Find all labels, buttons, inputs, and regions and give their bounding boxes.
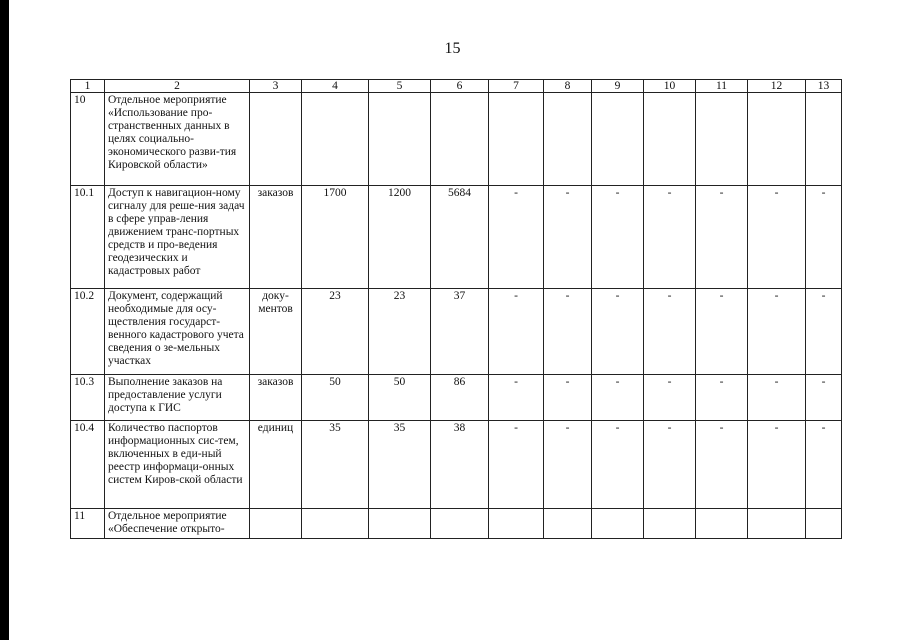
value-cell	[369, 93, 431, 186]
empty-value-cell: -	[696, 375, 748, 421]
value-cell: 35	[369, 421, 431, 509]
empty-value-cell: -	[696, 186, 748, 289]
value-cell	[431, 93, 489, 186]
column-header-13: 13	[806, 80, 842, 93]
empty-value-cell: -	[489, 186, 544, 289]
empty-value-cell: -	[489, 421, 544, 509]
unit-of-measure: заказов	[250, 375, 302, 421]
empty-value-cell	[748, 93, 806, 186]
row-number: 10.2	[71, 289, 105, 375]
empty-value-cell: -	[592, 186, 644, 289]
value-cell: 50	[302, 375, 369, 421]
indicator-name: Документ, содержащий необходимые для осу-ществления государст-венного кадастрового учета сведения о зе-мельных участках	[105, 289, 250, 375]
column-header-9: 9	[592, 80, 644, 93]
value-cell	[302, 93, 369, 186]
row-number: 10.4	[71, 421, 105, 509]
table-row	[71, 375, 842, 421]
unit-of-measure	[250, 509, 302, 539]
empty-value-cell: -	[748, 375, 806, 421]
empty-value-cell	[806, 509, 842, 539]
empty-value-cell	[489, 93, 544, 186]
value-cell	[369, 509, 431, 539]
value-cell: 86	[431, 375, 489, 421]
unit-of-measure	[250, 93, 302, 186]
empty-value-cell: -	[806, 186, 842, 289]
empty-value-cell: -	[489, 289, 544, 375]
empty-value-cell: -	[592, 421, 644, 509]
row-number: 11	[71, 509, 105, 539]
column-header-1: 1	[71, 80, 105, 93]
empty-value-cell: -	[696, 289, 748, 375]
empty-value-cell	[806, 93, 842, 186]
table-row	[71, 93, 842, 186]
scan-edge-bar	[0, 0, 9, 640]
empty-value-cell	[644, 93, 696, 186]
value-cell: 1200	[369, 186, 431, 289]
header-row	[71, 80, 842, 93]
empty-value-cell: -	[644, 186, 696, 289]
value-cell: 38	[431, 421, 489, 509]
empty-value-cell: -	[592, 375, 644, 421]
empty-value-cell	[489, 509, 544, 539]
indicators-table	[70, 79, 842, 539]
table-row	[71, 509, 842, 539]
empty-value-cell	[748, 509, 806, 539]
unit-of-measure: доку-ментов	[250, 289, 302, 375]
value-cell: 5684	[431, 186, 489, 289]
empty-value-cell: -	[644, 421, 696, 509]
empty-value-cell: -	[806, 289, 842, 375]
row-number: 10.1	[71, 186, 105, 289]
empty-value-cell	[696, 509, 748, 539]
column-header-12: 12	[748, 80, 806, 93]
indicator-name: Выполнение заказов на предоставление услуги доступа к ГИС	[105, 375, 250, 421]
empty-value-cell: -	[696, 421, 748, 509]
value-cell: 37	[431, 289, 489, 375]
empty-value-cell: -	[748, 289, 806, 375]
indicator-name: Отдельное мероприятие «Использование про-странственных данных в целях социально-экономического разви-тия Кировской области»	[105, 93, 250, 186]
table-row	[71, 186, 842, 289]
unit-of-measure: единиц	[250, 421, 302, 509]
empty-value-cell: -	[544, 186, 592, 289]
empty-value-cell	[644, 509, 696, 539]
empty-value-cell	[592, 509, 644, 539]
indicator-name: Отдельное мероприятие «Обеспечение открыто-	[105, 509, 250, 539]
column-header-11: 11	[696, 80, 748, 93]
indicator-name: Количество паспортов информационных сис-тем, включенных в еди-ный реестр информаци-онных систем Киров-ской области	[105, 421, 250, 509]
empty-value-cell: -	[644, 375, 696, 421]
value-cell: 23	[369, 289, 431, 375]
value-cell: 1700	[302, 186, 369, 289]
column-header-2: 2	[105, 80, 250, 93]
column-header-10: 10	[644, 80, 696, 93]
empty-value-cell: -	[544, 375, 592, 421]
column-header-8: 8	[544, 80, 592, 93]
empty-value-cell: -	[489, 375, 544, 421]
empty-value-cell: -	[806, 421, 842, 509]
value-cell: 50	[369, 375, 431, 421]
empty-value-cell: -	[544, 289, 592, 375]
empty-value-cell: -	[544, 421, 592, 509]
empty-value-cell: -	[806, 375, 842, 421]
value-cell	[302, 509, 369, 539]
row-number: 10	[71, 93, 105, 186]
column-header-4: 4	[302, 80, 369, 93]
empty-value-cell: -	[748, 421, 806, 509]
unit-of-measure: заказов	[250, 186, 302, 289]
value-cell: 23	[302, 289, 369, 375]
empty-value-cell	[696, 93, 748, 186]
column-header-5: 5	[369, 80, 431, 93]
indicator-name: Доступ к навигацион-ному сигналу для реше-ния задач в сфере управ-ления движением транс-портных средств и про-ведения геодезических и кадастровых работ	[105, 186, 250, 289]
empty-value-cell	[544, 93, 592, 186]
column-header-7: 7	[489, 80, 544, 93]
page-number: 15	[444, 40, 461, 57]
empty-value-cell: -	[592, 289, 644, 375]
column-header-6: 6	[431, 80, 489, 93]
table-row	[71, 289, 842, 375]
empty-value-cell	[592, 93, 644, 186]
value-cell: 35	[302, 421, 369, 509]
value-cell	[431, 509, 489, 539]
column-header-3: 3	[250, 80, 302, 93]
table-body	[71, 93, 842, 539]
empty-value-cell: -	[748, 186, 806, 289]
row-number: 10.3	[71, 375, 105, 421]
empty-value-cell: -	[644, 289, 696, 375]
table-row	[71, 421, 842, 509]
table-header	[71, 80, 842, 93]
empty-value-cell	[544, 509, 592, 539]
